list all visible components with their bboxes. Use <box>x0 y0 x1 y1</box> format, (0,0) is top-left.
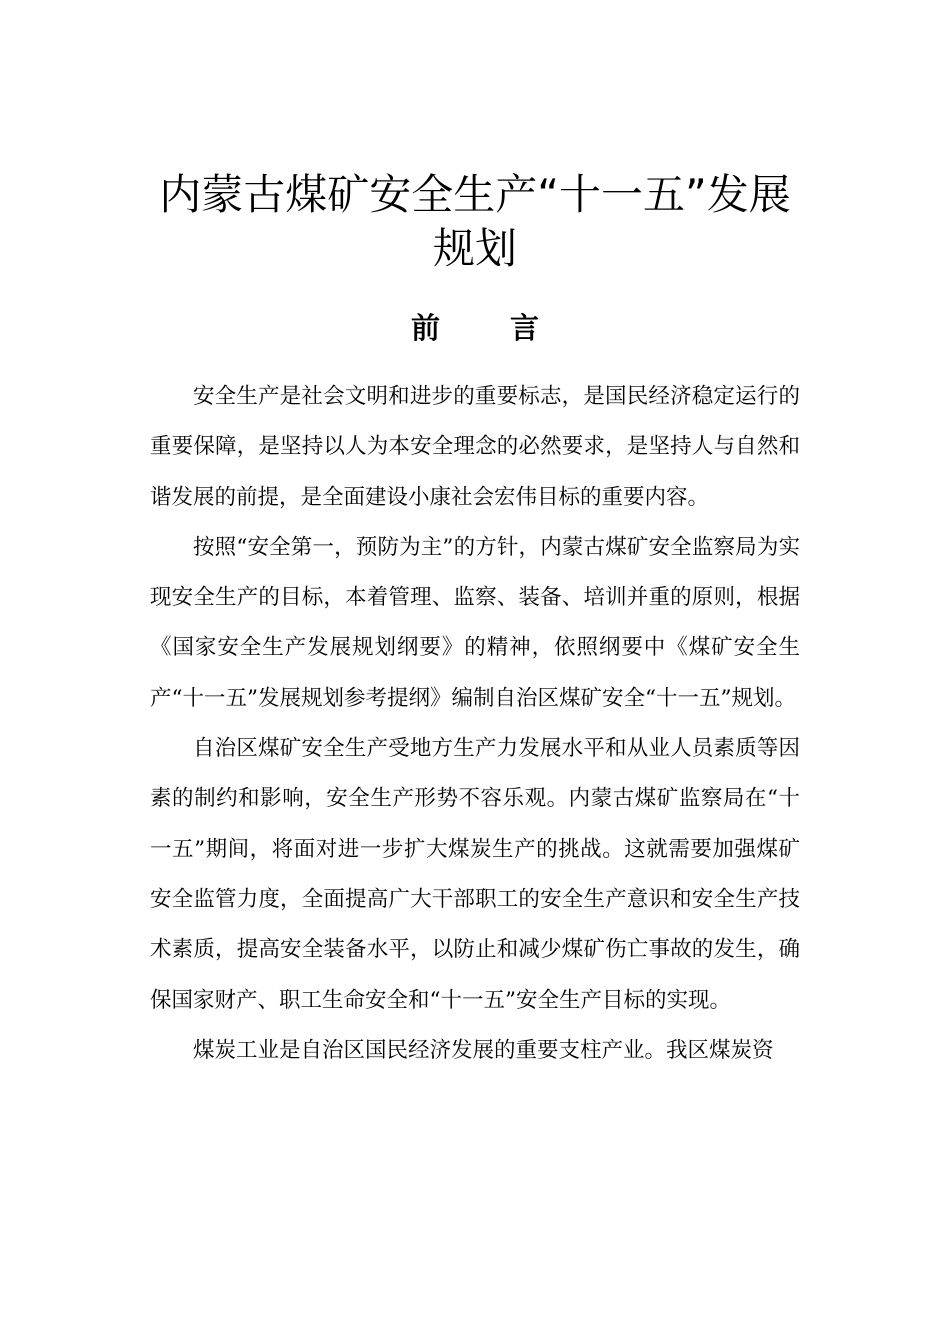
body-text <box>150 372 800 1076</box>
paragraph: 煤炭工业是自治区国民经济发展的重要支柱产业。我区煤炭资 <box>193 1037 774 1063</box>
paragraph: 按照“安全第一，预防为主”的方针，内蒙古煤矿安全监察局为实现安全生产的目标，本着管理、监察、装备、培训并重的原则，根据《国家安全生产发展规划纲要》的精神，依照纲要中《煤矿安全生产“十一五”发展规划参考提纲》编制自治区煤矿安全“十一五”规划。 <box>150 534 800 711</box>
paragraph: 安全生产是社会文明和进步的重要标志，是国民经济稳定运行的重要保障，是坚持以人为本安全理念的必然要求，是坚持人与自然和谐发展的前提，是全面建设小康社会宏伟目标的重要内容。 <box>150 384 800 510</box>
section-heading-preface: 前 言 <box>410 311 570 345</box>
document-title: 内蒙古煤矿安全生产“十一五”发展规划 <box>159 170 791 273</box>
paragraph: 自治区煤矿安全生产受地方生产力发展水平和从业人员素质等因素的制约和影响，安全生产形势不容乐观。内蒙古煤矿监察局在“十一五”期间，将面对进一步扩大煤炭生产的挑战。这就需要加强煤矿安全监管力度，全面提高广大干部职工的安全生产意识和安全生产技术素质，提高安全装备水平，以防止和减少煤矿伤亡事故的发生，确保国家财产、职工生命安全和“十一五”安全生产目标的实现。 <box>150 736 800 1013</box>
